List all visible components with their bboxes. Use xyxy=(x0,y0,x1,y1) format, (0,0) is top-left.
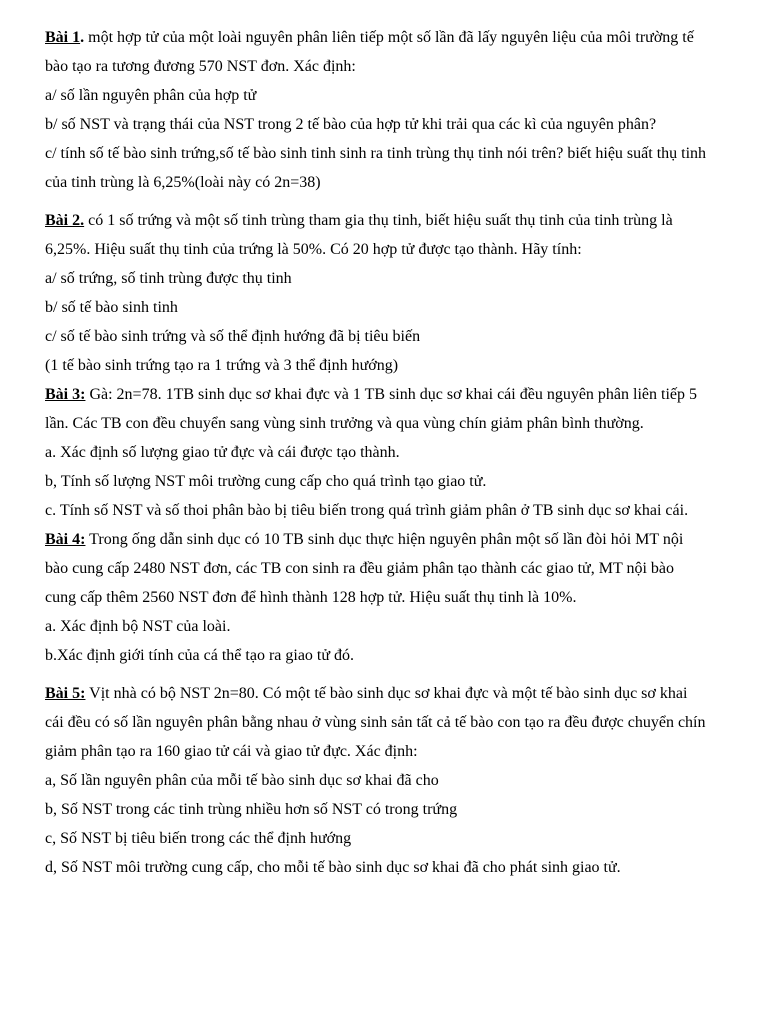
problem-2-line-6: (1 tế bào sinh trứng tạo ra 1 trứng và 3 thể định hướng) xyxy=(45,357,399,374)
problem-2-line-2: 6,25%. Hiệu suất thụ tinh của trứng là 50%. Có 20 hợp tử được tạo thành. Hãy tính: xyxy=(45,241,582,258)
problem-5-title: Bài 5: xyxy=(45,685,86,702)
problem-1-line-5: c/ tính số tế bào sinh trứng,số tế bào sinh tinh sinh ra tinh trùng thụ tinh nói trên? biết hiệu suất thụ tinh xyxy=(45,145,707,162)
problem-3-line-5: c. Tính số NST và số thoi phân bào bị tiêu biến trong quá trình giảm phân ở TB sinh dục sơ khai cái. xyxy=(45,502,689,519)
problem-5-line-7: d, Số NST môi trường cung cấp, cho mỗi tế bào sinh dục sơ khai đã cho phát sinh giao tử. xyxy=(45,859,621,876)
problem-3-line-2: lần. Các TB con đều chuyển sang vùng sinh trưởng và qua vùng chín giảm phân bình thường. xyxy=(45,415,644,432)
problem-2-line-4: b/ số tế bào sinh tinh xyxy=(45,299,178,316)
problem-4-line-2: bào cung cấp 2480 NST đơn, các TB con sinh ra đều giảm phân tạo thành các giao tử, MT nội bào xyxy=(45,560,674,577)
problem-1 xyxy=(45,23,735,197)
document-body xyxy=(45,23,735,882)
problem-3-line-3: a. Xác định số lượng giao tử đực và cái được tạo thành. xyxy=(45,444,400,461)
problem-5-line-2: cái đều có số lần nguyên phân bằng nhau ở vùng sinh sản tất cả tế bào con tạo ra đều được chuyển chín xyxy=(45,714,706,731)
problem-4-line-3: cung cấp thêm 2560 NST đơn để hình thành 128 hợp tử. Hiệu suất thụ tinh là 10%. xyxy=(45,589,577,606)
problem-3-line-4: b, Tính số lượng NST môi trường cung cấp cho quá trình tạo giao tử. xyxy=(45,473,487,490)
problem-4-title: Bài 4: xyxy=(45,531,86,548)
problem-5-line-1: Vịt nhà có bộ NST 2n=80. Có một tế bào sinh dục sơ khai đực và một tế bào sinh dục sơ khai xyxy=(85,685,688,702)
problem-4-line-4: a. Xác định bộ NST của loài. xyxy=(45,618,231,635)
problem-3-line-1: Gà: 2n=78. 1TB sinh dục sơ khai đực và 1 TB sinh dục sơ khai cái đều nguyên phân liên tiếp 5 xyxy=(85,386,698,403)
problem-2-line-3: a/ số trứng, số tinh trùng được thụ tinh xyxy=(45,270,292,287)
problem-1-title: Bài 1 xyxy=(45,29,81,46)
problem-3-title: Bài 3: xyxy=(45,386,86,403)
problem-5-line-6: c, Số NST bị tiêu biến trong các thể định hướng xyxy=(45,830,352,847)
paragraph-spacer xyxy=(45,670,735,679)
problem-5-line-5: b, Số NST trong các tinh trùng nhiều hơn số NST có trong trứng xyxy=(45,801,458,818)
problem-3 xyxy=(45,380,735,525)
problem-1-title-suffix: . xyxy=(80,29,85,46)
problem-4-line-1: Trong ống dẫn sinh dục có 10 TB sinh dục thực hiện nguyên phân một số lần đòi hỏi MT nội xyxy=(85,531,684,548)
problem-2-title: Bài 2. xyxy=(45,212,85,229)
problem-1-line-4: b/ số NST và trạng thái của NST trong 2 tế bào của hợp tử khi trải qua các kì của nguyên phân? xyxy=(45,116,657,133)
problem-2 xyxy=(45,206,735,380)
problem-5-line-3: giảm phân tạo ra 160 giao tử cái và giao tử đực. Xác định: xyxy=(45,743,418,760)
problem-2-line-1: có 1 số trứng và một số tinh trùng tham gia thụ tinh, biết hiệu suất thụ tinh của tinh trùng là xyxy=(84,212,673,229)
problem-1-line-3: a/ số lần nguyên phân của hợp tử xyxy=(45,87,257,104)
problem-4-line-5: b.Xác định giới tính của cá thể tạo ra giao tử đó. xyxy=(45,647,355,664)
problem-1-line-2: bào tạo ra tương đương 570 NST đơn. Xác định: xyxy=(45,58,356,75)
problem-1-line-6: của tinh trùng là 6,25%(loài này có 2n=38) xyxy=(45,174,321,191)
problem-2-line-5: c/ số tế bào sinh trứng và số thể định hướng đã bị tiêu biến xyxy=(45,328,421,345)
problem-5-line-4: a, Số lần nguyên phân của mỗi tế bào sinh dục sơ khai đã cho xyxy=(45,772,439,789)
problem-5 xyxy=(45,679,735,882)
problem-1-line-1: một hợp tử của một loài nguyên phân liên tiếp một số lần đã lấy nguyên liệu của môi trường tế xyxy=(84,29,694,46)
paragraph-spacer xyxy=(45,197,735,206)
problem-4 xyxy=(45,525,735,670)
